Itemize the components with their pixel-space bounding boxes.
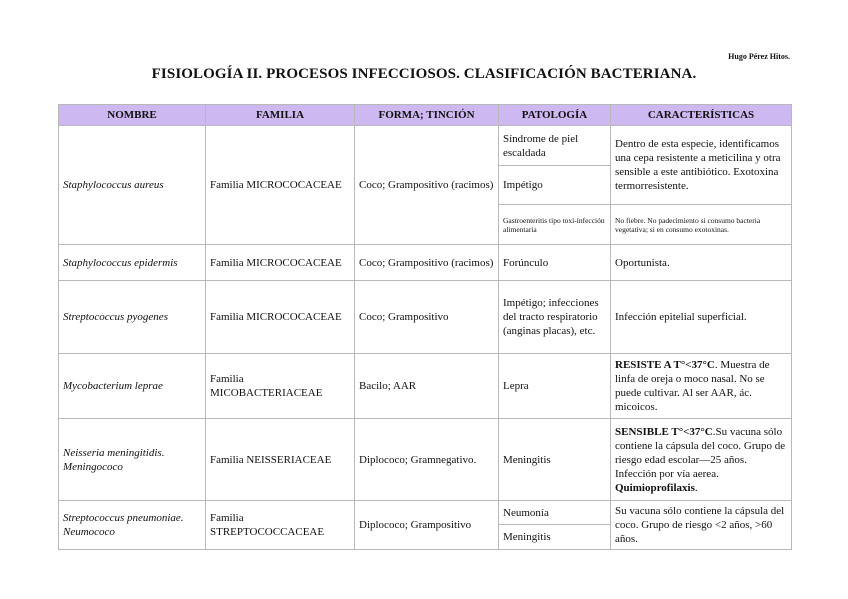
cell-familia: Familia STREPTOCOCCACEAE [206,501,355,550]
cell-forma: Coco; Grampositivo (racimos) [355,245,499,281]
bacteria-table [58,104,792,550]
quimioprofilaxis-label: Quimioprofilaxis [615,481,695,494]
cell-forma: Bacilo; AAR [355,354,499,419]
column-header-forma: FORMA; TINCIÓN [355,105,499,126]
cell-patologia: Lepra [499,354,611,419]
cell-forma: Diplococo; Gramnegativo. [355,419,499,501]
cell-nombre: Staphylococcus epidermis [59,245,206,281]
cell-nombre: Neisseria meningitidis. Meningococo [59,419,206,501]
cell-caracteristicas: Infección epitelial superficial. [611,281,792,354]
cell-nombre: Streptococcus pyogenes [59,281,206,354]
table-row [59,245,792,281]
cell-caracteristicas [611,354,792,419]
cell-caracteristicas: Oportunista. [611,245,792,281]
cell-forma: Coco; Grampositivo [355,281,499,354]
cell-forma: Diplococo; Grampositivo [355,501,499,550]
cell-caracteristicas [611,419,792,501]
column-header-familia: FAMILIA [206,105,355,126]
cell-patologia: Meningitis [499,419,611,501]
caracteristicas-text: .Su vacuna sólo contiene la cápsula del coco. Grupo de riesgo edad escolar—25 años. Infección por vía aerea. [615,425,786,480]
cell-patologia: Forúnculo [499,245,611,281]
cell-nombre: Staphylococcus aureus [59,126,206,245]
table-header-row [59,105,792,126]
cell-caracteristicas: Dentro de esta especie, identificamos una cepa resistente a meticilina y otra sensible a este antibiótico. Exotoxina termorresistente. [611,126,792,205]
caracteristicas-end: . [694,481,698,494]
cell-patologia: Síndrome de piel escaldada [499,126,611,166]
cell-forma: Coco; Grampositivo (racimos) [355,126,499,245]
resiste-label: RESISTE A T°<37°C [615,359,715,371]
cell-nombre: Mycobacterium leprae [59,354,206,419]
caracteristicas-text: . Muestra de linfa de oreja o moco nasal. No se puede cultivar. Al ser AAR, ác. micoicos. [615,359,770,413]
sensible-label: SENSIBLE T°<37°C [615,425,713,438]
column-header-nombre: NOMBRE [59,105,206,126]
cell-patologia: Neumonía [499,501,611,525]
cell-nombre: Streptococcus pneumoniae. Neumococo [59,501,206,550]
cell-familia: Familia MICOBACTERIACEAE [206,354,355,419]
cell-caracteristicas: No fiebre. No padecimiento si consumo bacteria vegetativa; si en consumo exotoxinas. [611,205,792,245]
table-row [59,354,792,419]
table-row [59,419,792,501]
table-row [59,501,792,525]
cell-familia: Familia MICROCOCACEAE [206,281,355,354]
column-header-caracteristicas: CARACTERÍSTICAS [611,105,792,126]
column-header-patologia: PATOLOGÍA [499,105,611,126]
cell-familia: Familia MICROCOCACEAE [206,245,355,281]
table-row [59,126,792,166]
cell-patologia: Meningitis [499,525,611,550]
cell-patologia: Impétigo; infecciones del tracto respiratorio (anginas placas), etc. [499,281,611,354]
cell-patologia: Impétigo [499,166,611,205]
page-title: FISIOLOGÍA II. PROCESOS INFECCIOSOS. CLASIFICACIÓN BACTERIANA. [151,66,697,82]
cell-familia: Familia NEISSERIACEAE [206,419,355,501]
author-name: Hugo Pérez Hitos. [728,52,790,61]
cell-patologia: Gastroenteritis tipo toxi-infección alimentaria [499,205,611,245]
cell-caracteristicas: Su vacuna sólo contiene la cápsula del coco. Grupo de riesgo <2 años, >60 años. [611,501,792,550]
table-row [59,281,792,354]
cell-familia: Familia MICROCOCACEAE [206,126,355,245]
